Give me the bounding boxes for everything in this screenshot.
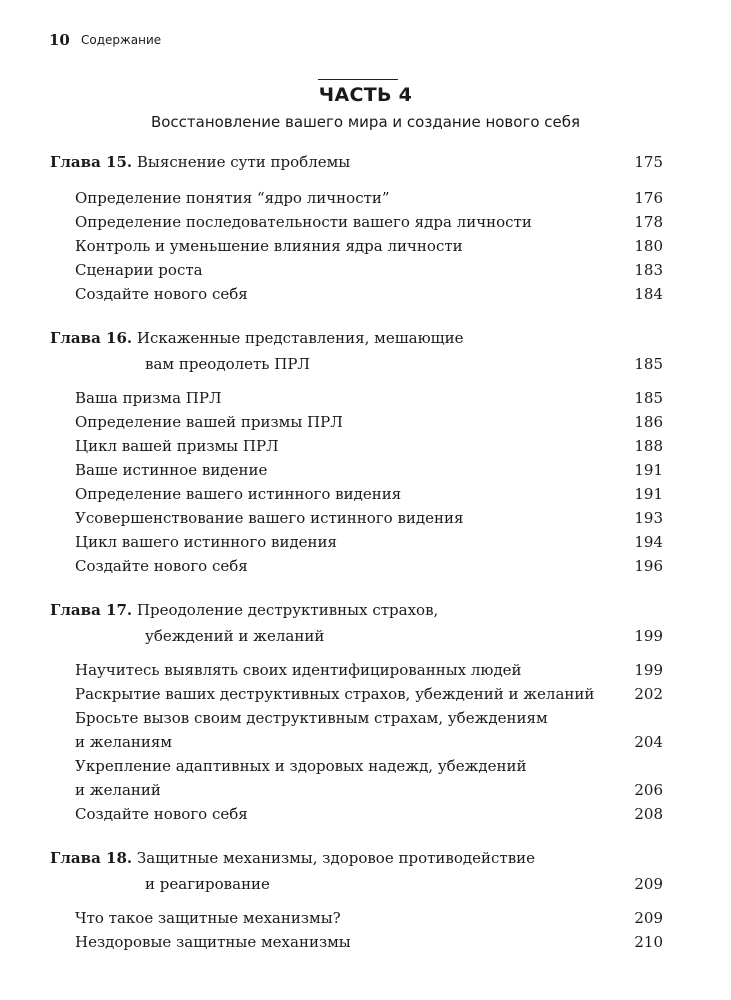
entry-title: Цикл вашего истинного видения <box>75 533 338 551</box>
entry-title: Научитесь выявлять своих идентифицированных людей <box>75 661 522 679</box>
toc-page-number: 184 <box>634 285 663 303</box>
running-head <box>49 30 161 52</box>
toc-page-number: 196 <box>634 557 663 575</box>
toc-section-entry <box>0 778 731 802</box>
toc-page-number: 191 <box>634 461 663 479</box>
toc-section-entry <box>0 754 731 778</box>
entry-title: Сценарии роста <box>75 261 203 279</box>
toc-page-number: 176 <box>634 189 663 207</box>
toc-page-number: 204 <box>634 733 663 751</box>
toc-page-number: 199 <box>634 627 663 645</box>
toc-entry-text <box>75 730 172 754</box>
toc-section-entry <box>0 802 731 826</box>
toc-section-entry <box>0 730 731 754</box>
toc-entry-text <box>75 506 463 530</box>
toc-page-number: 185 <box>634 355 663 373</box>
running-title: Содержание <box>80 33 162 47</box>
entry-title: Что такое защитные механизмы? <box>75 909 341 927</box>
toc-entry-text <box>75 682 594 706</box>
toc-entry-text <box>50 326 463 350</box>
entry-title: Создайте нового себя <box>75 805 248 823</box>
toc-section-entry <box>0 530 731 554</box>
toc-entry-text <box>75 554 248 578</box>
toc-section-entry <box>0 186 731 210</box>
toc-entry-text <box>75 210 532 234</box>
toc-entry-text <box>75 754 526 778</box>
entry-title: Защитные механизмы, здоровое противодействие <box>136 849 536 867</box>
chapter-label: Глава 15. <box>50 153 133 171</box>
toc-section-entry <box>0 458 731 482</box>
part-rule <box>318 79 398 80</box>
toc-page-number: 186 <box>634 413 663 431</box>
entry-title: и желаниям <box>75 733 173 751</box>
toc-page-number: 209 <box>634 875 663 893</box>
toc-entry-text <box>75 458 267 482</box>
toc-section-entry <box>0 482 731 506</box>
toc-entry-text <box>75 706 548 730</box>
toc-page-number: 188 <box>634 437 663 455</box>
toc-chapter-entry <box>0 326 731 350</box>
toc-section-entry <box>0 554 731 578</box>
entry-title: Контроль и уменьшение влияния ядра личности <box>75 237 463 255</box>
toc-page-number: 202 <box>634 685 663 703</box>
toc-page-number: 175 <box>634 153 663 171</box>
toc-entry-text <box>75 410 343 434</box>
toc-page-number: 210 <box>634 933 663 951</box>
toc-section-entry <box>0 282 731 306</box>
toc-section-entry <box>0 658 731 682</box>
toc-page-number: 180 <box>634 237 663 255</box>
toc-entry-text <box>75 386 221 410</box>
toc-section-entry <box>0 906 731 930</box>
toc-section-entry <box>0 386 731 410</box>
toc-section-entry <box>0 682 731 706</box>
toc-page-number: 191 <box>634 485 663 503</box>
toc-entry-text <box>50 150 350 174</box>
toc-chapter-continuation <box>0 624 731 648</box>
page-number: 10 <box>49 31 70 49</box>
toc-section-entry <box>0 506 731 530</box>
entry-title: Нездоровые защитные механизмы <box>75 933 351 951</box>
chapter-label: Глава 17. <box>50 601 133 619</box>
toc-entry-text <box>75 482 401 506</box>
entry-title: Определение вашего истинного видения <box>75 485 402 503</box>
toc-entry-text <box>75 434 279 458</box>
toc-page-number: 193 <box>634 509 663 527</box>
toc-chapter-continuation <box>0 352 731 376</box>
part-title: ЧАСТЬ 4 <box>318 84 413 106</box>
toc-chapter-continuation <box>0 872 731 896</box>
entry-title: Выяснение сути проблемы <box>136 153 351 171</box>
toc-entry-text <box>75 778 161 802</box>
toc-entry-text <box>75 530 337 554</box>
toc-section-entry <box>0 258 731 282</box>
toc-section-entry <box>0 706 731 730</box>
toc-entry-text <box>75 802 248 826</box>
toc-page-number: 209 <box>634 909 663 927</box>
toc-page-number: 199 <box>634 661 663 679</box>
entry-title: Преодоление деструктивных страхов, <box>136 601 439 619</box>
toc-entry-text <box>145 872 270 896</box>
toc-entry-text <box>75 658 522 682</box>
entry-title: Цикл вашей призмы ПРЛ <box>75 437 279 455</box>
toc-section-entry <box>0 234 731 258</box>
entry-title: Определение вашей призмы ПРЛ <box>75 413 343 431</box>
entry-title: Ваша призма ПРЛ <box>75 389 222 407</box>
entry-title: Создайте нового себя <box>75 557 248 575</box>
toc-entry-text <box>50 846 535 870</box>
entry-title: вам преодолеть ПРЛ <box>145 355 310 373</box>
toc-chapter-entry <box>0 150 731 174</box>
entry-title: Раскрытие ваших деструктивных страхов, убеждений и желаний <box>75 685 595 703</box>
entry-title: Определение последовательности вашего ядра личности <box>75 213 532 231</box>
toc-page-number: 208 <box>634 805 663 823</box>
toc-section-entry <box>0 210 731 234</box>
toc-entry-text <box>75 906 341 930</box>
toc-section-entry <box>0 434 731 458</box>
toc-page-number: 183 <box>634 261 663 279</box>
toc-entry-text <box>75 258 203 282</box>
toc-entry-text <box>145 352 310 376</box>
entry-title: Ваше истинное видение <box>75 461 268 479</box>
entry-title: Искаженные представления, мешающие <box>136 329 464 347</box>
toc-entry-text <box>50 598 438 622</box>
chapter-label: Глава 18. <box>50 849 133 867</box>
toc-page-number: 185 <box>634 389 663 407</box>
entry-title: Бросьте вызов своим деструктивным страхам, убеждениям <box>75 709 548 727</box>
toc-chapter-entry <box>0 598 731 622</box>
entry-title: Усовершенствование вашего истинного видения <box>75 509 464 527</box>
toc-chapter-entry <box>0 846 731 870</box>
entry-title: убеждений и желаний <box>145 627 325 645</box>
entry-title: Создайте нового себя <box>75 285 248 303</box>
toc-page-number: 206 <box>634 781 663 799</box>
toc-page-number: 178 <box>634 213 663 231</box>
entry-title: и реагирование <box>145 875 270 893</box>
toc-entry-text <box>145 624 324 648</box>
toc-entry-text <box>75 234 463 258</box>
toc-entry-text <box>75 282 248 306</box>
toc-entry-text <box>75 186 390 210</box>
toc-section-entry <box>0 410 731 434</box>
entry-title: и желаний <box>75 781 161 799</box>
entry-title: Определение понятия “ядро личности” <box>75 189 390 207</box>
toc-entry-text <box>75 930 351 954</box>
part-subtitle: Восстановление вашего мира и создание нового себя <box>150 113 581 131</box>
chapter-label: Глава 16. <box>50 329 133 347</box>
entry-title: Укрепление адаптивных и здоровых надежд, убеждений <box>75 757 527 775</box>
toc-page-number: 194 <box>634 533 663 551</box>
toc-section-entry <box>0 930 731 954</box>
